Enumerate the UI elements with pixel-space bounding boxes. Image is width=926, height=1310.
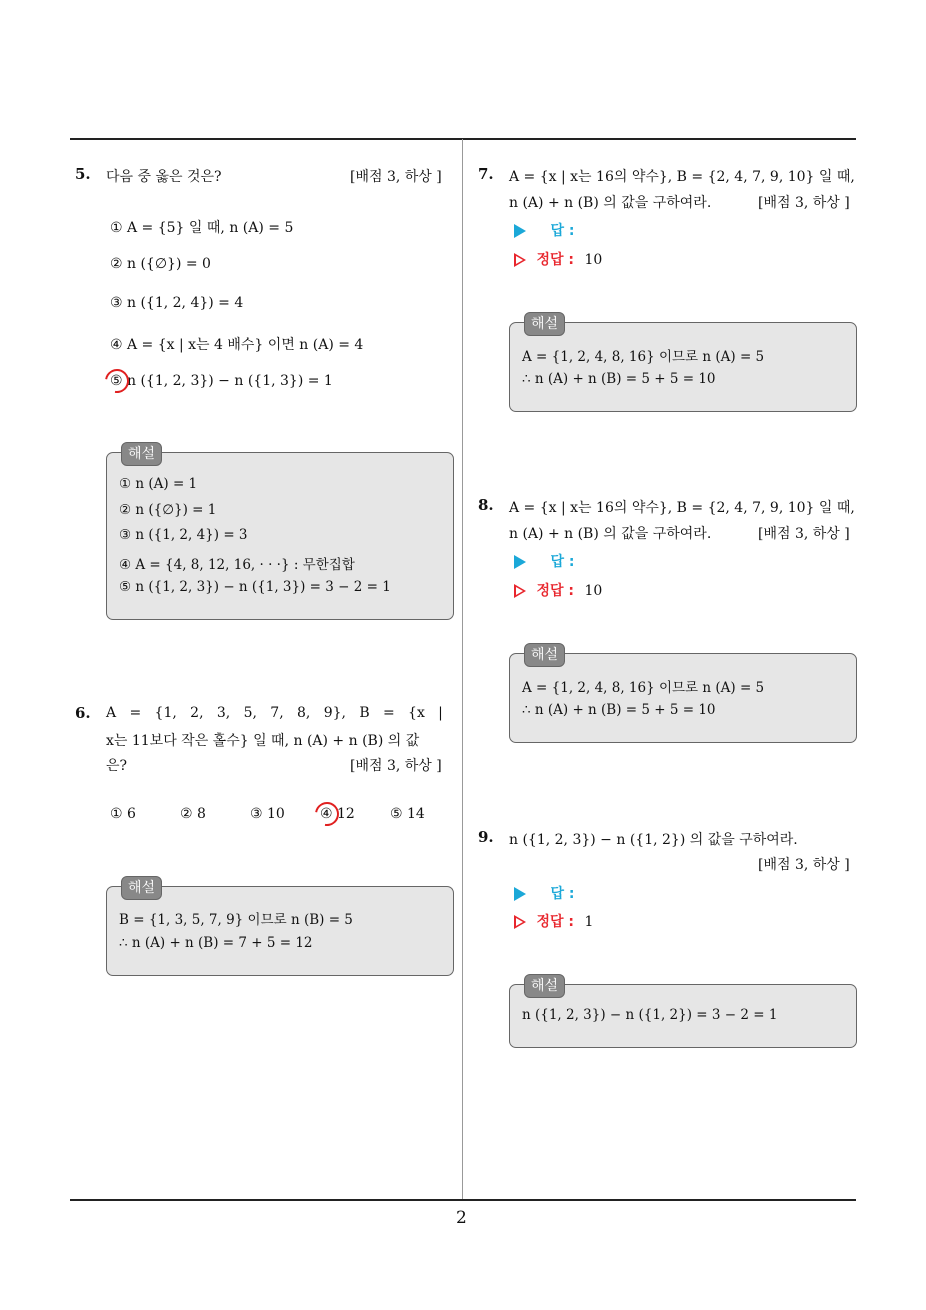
column-divider <box>462 139 463 1201</box>
solution-line: ③ n ({1, 2, 4}) = 3 <box>119 527 248 543</box>
score-label: [배점 3, 하상 ] <box>758 857 850 873</box>
solution-line: ① n (A) = 1 <box>119 476 198 492</box>
triangle-outline-icon <box>514 253 526 267</box>
choice-2[interactable]: ② 8 <box>180 806 206 822</box>
selected-answer-mark <box>100 364 133 397</box>
correct-answer-row <box>514 580 602 600</box>
question-text-line1: A = {1, 2, 3, 5, 7, 8, 9}, B = {x | <box>106 705 443 721</box>
solution-line: A = {1, 2, 4, 8, 16} 이므로 n (A) = 5 <box>522 680 765 696</box>
question-text-line2: n (A) + n (B) 의 값을 구하여라. <box>509 195 712 211</box>
choice-1[interactable]: ① 6 <box>110 806 136 822</box>
choice-4[interactable]: ④ 12 <box>320 806 355 822</box>
correct-answer-label: 정답 : <box>536 914 574 930</box>
question-number: 7. <box>478 165 494 183</box>
question-text-line3: 은? <box>106 758 128 774</box>
score-label: [배점 3, 하상 ] <box>758 195 850 211</box>
choice-3[interactable]: ③ n ({1, 2, 4}) = 4 <box>110 295 244 311</box>
question-number: 9. <box>478 828 494 846</box>
question-number: 8. <box>478 496 494 514</box>
solution-line: ∴ n (A) + n (B) = 5 + 5 = 10 <box>522 371 716 387</box>
correct-answer-value: 1 <box>584 914 594 930</box>
score-label: [배점 3, 하상 ] <box>758 526 850 542</box>
correct-answer-value: 10 <box>584 583 603 599</box>
solution-line: ∴ n (A) + n (B) = 7 + 5 = 12 <box>119 935 313 951</box>
solution-line: ∴ n (A) + n (B) = 5 + 5 = 10 <box>522 702 716 718</box>
solution-tag: 해설 <box>121 442 162 466</box>
choice-4[interactable]: ④ A = {x | x는 4 배수} 이면 n (A) = 4 <box>110 337 364 353</box>
choice-2[interactable]: ② n ({∅}) = 0 <box>110 256 211 272</box>
solution-box <box>509 647 857 743</box>
question-text-line2: n (A) + n (B) 의 값을 구하여라. <box>509 526 712 542</box>
solution-tag: 해설 <box>524 643 565 667</box>
answer-label: 답 : <box>550 886 575 902</box>
choice-5[interactable]: ⑤ 14 <box>390 806 425 822</box>
question-text-line1: A = {x | x는 16의 약수}, B = {2, 4, 7, 9, 10} 일 때, <box>509 169 855 185</box>
triangle-outline-icon <box>514 584 526 598</box>
score-label: [배점 3, 하상 ] <box>350 758 442 774</box>
solution-box <box>106 880 454 976</box>
question-text-line1: A = {x | x는 16의 약수}, B = {2, 4, 7, 9, 10} 일 때, <box>509 500 855 516</box>
play-icon <box>514 555 526 569</box>
play-icon <box>514 887 526 901</box>
solution-tag: 해설 <box>524 974 565 998</box>
solution-box <box>509 316 857 412</box>
solution-line: n ({1, 2, 3}) − n ({1, 2}) = 3 − 2 = 1 <box>522 1007 778 1023</box>
question-number: 5. <box>75 165 91 183</box>
solution-box <box>509 978 857 1048</box>
choice-3[interactable]: ③ 10 <box>250 806 285 822</box>
answer-label: 답 : <box>550 554 575 570</box>
solution-line: B = {1, 3, 5, 7, 9} 이므로 n (B) = 5 <box>119 912 353 928</box>
answer-row <box>514 883 574 903</box>
solution-line: ⑤ n ({1, 2, 3}) − n ({1, 3}) = 3 − 2 = 1 <box>119 579 391 595</box>
choice-5[interactable]: ⑤ n ({1, 2, 3}) − n ({1, 3}) = 1 <box>110 373 333 389</box>
answer-row <box>514 220 574 240</box>
bottom-rule <box>70 1199 856 1201</box>
solution-tag: 해설 <box>524 312 565 336</box>
correct-answer-row <box>514 911 593 931</box>
answer-row <box>514 551 574 571</box>
solution-line: ② n ({∅}) = 1 <box>119 502 217 518</box>
question-text: 다음 중 옳은 것은? <box>106 169 222 185</box>
triangle-outline-icon <box>514 915 526 929</box>
solution-line: A = {1, 2, 4, 8, 16} 이므로 n (A) = 5 <box>522 349 765 365</box>
solution-tag: 해설 <box>121 876 162 900</box>
play-icon <box>514 224 526 238</box>
correct-answer-label: 정답 : <box>536 583 574 599</box>
question-text-line1: n ({1, 2, 3}) − n ({1, 2}) 의 값을 구하여라. <box>509 832 798 848</box>
solution-line: ④ A = {4, 8, 12, 16, · · ·} : 무한집합 <box>119 557 355 573</box>
selected-answer-mark <box>310 797 343 830</box>
question-text-line2: x는 11보다 작은 홀수} 일 때, n (A) + n (B) 의 값 <box>106 733 420 749</box>
question-number: 6. <box>75 704 91 722</box>
correct-answer-row <box>514 249 602 269</box>
solution-box <box>106 446 454 620</box>
choice-1[interactable]: ① A = {5} 일 때, n (A) = 5 <box>110 220 294 236</box>
correct-answer-value: 10 <box>584 252 603 268</box>
top-rule <box>70 138 856 140</box>
correct-answer-label: 정답 : <box>536 252 574 268</box>
score-label: [배점 3, 하상 ] <box>350 169 442 185</box>
answer-label: 답 : <box>550 223 575 239</box>
page-number: 2 <box>456 1208 467 1228</box>
